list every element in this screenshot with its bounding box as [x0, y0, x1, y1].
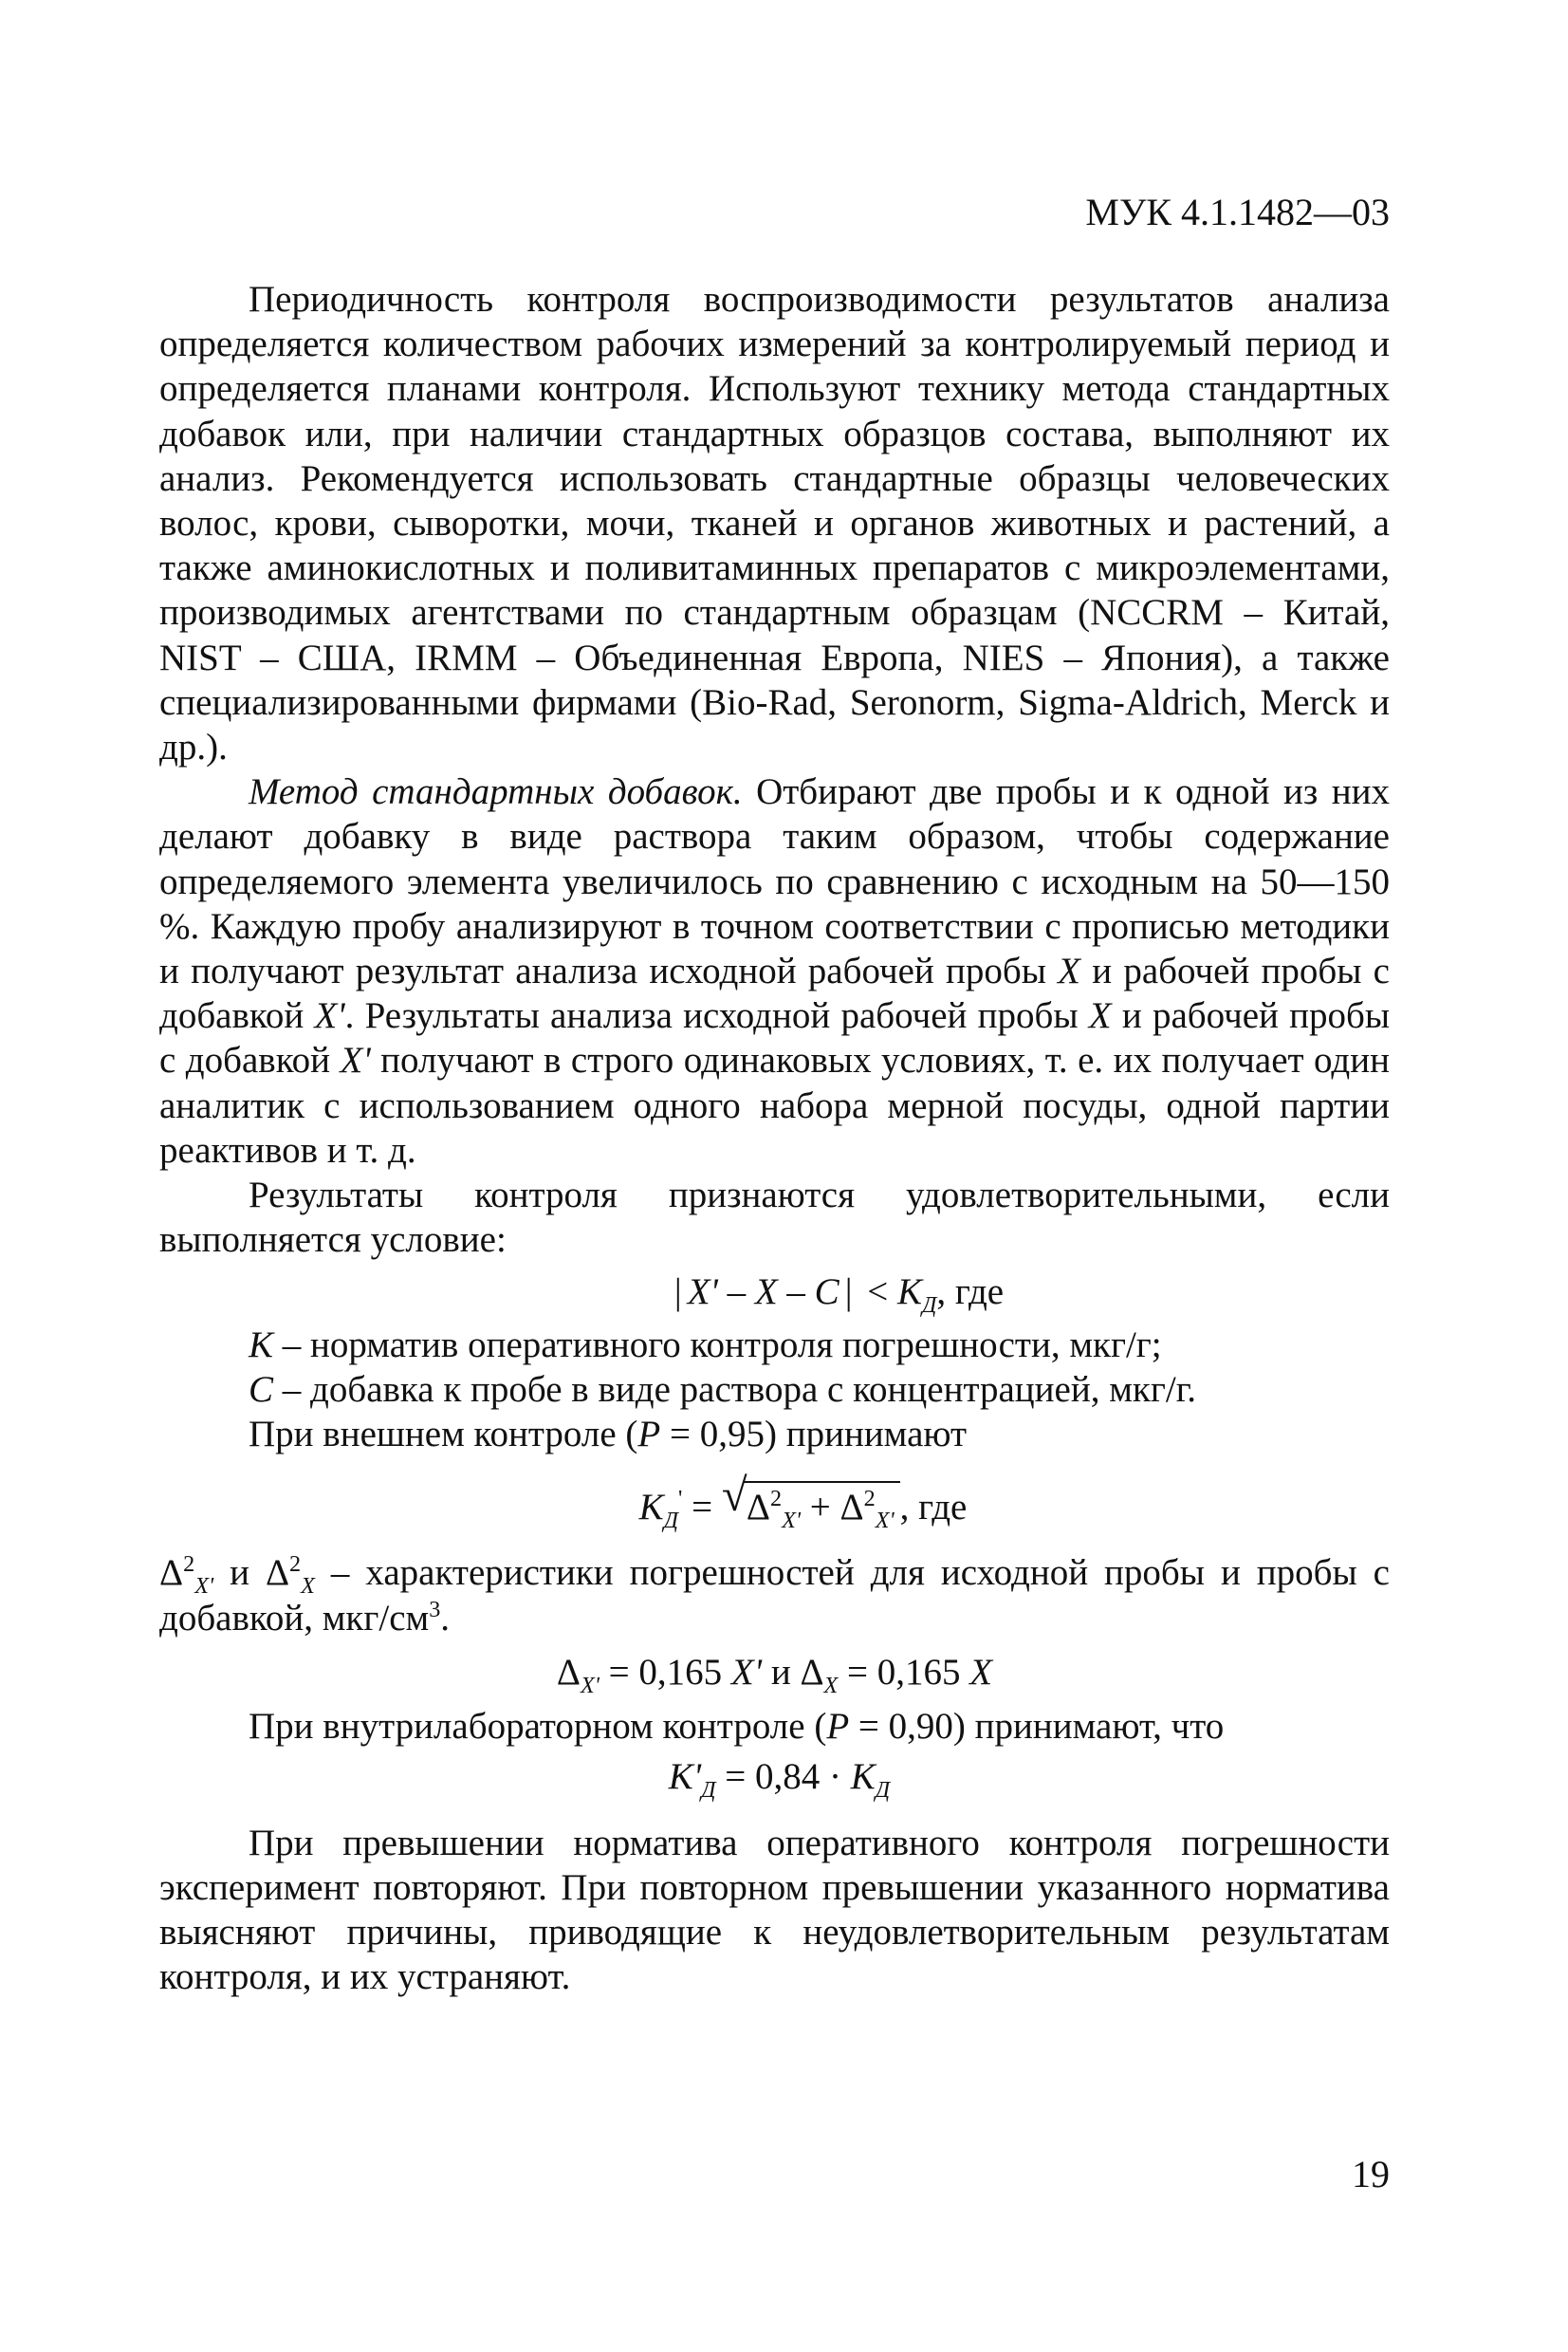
definition-c: [159, 1367, 1390, 1412]
delta-symbol: Δ: [800, 1651, 824, 1693]
formula-eq: =: [682, 1487, 722, 1528]
formula-text: и: [762, 1651, 801, 1693]
formula-subscript: X: [823, 1672, 839, 1698]
delta-symbol: Δ: [839, 1487, 864, 1528]
abs-bar: |: [844, 1271, 853, 1313]
formula-tail: , где: [899, 1487, 968, 1528]
formula-symbol: K': [668, 1756, 702, 1798]
text-span: При внешнем контроле (: [249, 1414, 638, 1455]
text-span: – добавка к пробе в виде раствора с концентрацией, мкг/г.: [273, 1368, 1197, 1410]
paragraph-standard-additions: [159, 769, 1390, 1173]
text-span: Отбирают две пробы и к одной из них делают добавку в виде раствора таким образом, чтобы содержание определяемого элемента увеличилось по сравнению с исходным на 50—150 %. Каждую пробу анализируют в точном соответствии с прописью методики и получают результат анализа исходной рабочей пробы: [159, 771, 1390, 992]
text-span: и: [213, 1552, 266, 1594]
paragraph-condition-intro: Результаты контроля признаются удовлетворительными, если выполняется условие:: [159, 1175, 1390, 1261]
formula-symbol: K: [897, 1271, 923, 1313]
formula-symbol: K: [850, 1756, 876, 1798]
subscript: X: [301, 1573, 315, 1600]
formula-kd: [159, 1477, 1390, 1534]
paragraph-internal-control: [159, 1704, 1390, 1749]
paragraph-repeat-experiment: При превышении норматива оперативного контроля погрешности эксперимент повторяют. При повторном превышении указанного норматива выясняют причины, приводящие к неудовлетворительным результатам контроля, и их устраняют.: [159, 1822, 1390, 1998]
text-span: и рабочей пробы с добавкой: [159, 995, 1391, 1082]
text-span: = 0,90) принимают, что: [849, 1706, 1225, 1748]
formula-superscript: 2: [769, 1486, 783, 1512]
formula-prime: ': [678, 1486, 683, 1512]
formula-expr: X' – X – C: [687, 1271, 839, 1313]
formula-plus: +: [801, 1487, 840, 1528]
superscript: 3: [429, 1596, 441, 1622]
sqrt-sign: [722, 1477, 900, 1534]
text-span: – характеристики погрешностей для исходной пробы и пробы с добавкой, мкг/см: [159, 1552, 1390, 1639]
formula-text: = 0,84 ·: [715, 1756, 851, 1798]
superscript: 2: [183, 1551, 195, 1578]
text-span: . Результаты анализа исходной рабочей пробы: [344, 995, 1089, 1037]
variable: X: [1088, 995, 1112, 1037]
text-span: и рабочей пробы с добавкой: [159, 951, 1390, 1037]
delta-symbol: Δ: [159, 1552, 184, 1594]
abs-bar: |: [673, 1271, 682, 1313]
document-code: МУК 4.1.1482—03: [1085, 191, 1390, 233]
formula-deltas: [159, 1650, 1390, 1698]
subscript: X': [194, 1573, 214, 1600]
formula-subscript: X': [580, 1672, 600, 1698]
formula-subscript: X': [875, 1508, 895, 1534]
delta-symbol: Δ: [556, 1651, 581, 1693]
delta-symbol: Δ: [265, 1552, 290, 1594]
delta-symbol: Δ: [746, 1487, 770, 1528]
superscript: 2: [289, 1551, 302, 1578]
document-body: [159, 277, 1390, 1999]
method-heading: Метод стандартных добавок.: [249, 771, 743, 813]
paragraph-reproducibility: Периодичность контроля воспроизводимости результатов анализа определяется количеством рабочих измерений за контролируемый период и определяется планами контроля. Используют технику метода стандартных добавок или, при наличии стандартных образцов состава, выполняют их анализ. Рекомендуется использовать стандартные образцы человеческих волос, крови, сыворотки, мочи, тканей и органов животных и растений, а также аминокислотных и поливитаминных препаратов с микроэлементами, производимых агентствами по стандартным образцам (NCCRM – Китай, NIST – США, IRMM – Объединенная Европа, NIES – Япония), а также специализированными фирмами (Bio-Rad, Seronorm, Sigma-Aldrich, Merck и др.).: [159, 279, 1390, 769]
formula-subscript: Д: [922, 1292, 937, 1319]
symbol: K: [249, 1324, 274, 1365]
formula-subscript: Д: [875, 1777, 891, 1804]
symbol: P: [637, 1414, 661, 1455]
text-span: = 0,95) принимают: [660, 1414, 968, 1455]
formula-variable: X': [730, 1651, 763, 1693]
text-span: получают в строго одинаковых условиях, т. е. их получает один аналитик с использованием одного набора мерной посуды, одной партии реактивов и т. д.: [159, 1040, 1390, 1171]
definition-k: [159, 1323, 1390, 1367]
symbol: P: [826, 1706, 850, 1748]
formula-kd-intra: [159, 1754, 1390, 1804]
page-number: 19: [1352, 2153, 1390, 2195]
formula-subscript: X': [782, 1508, 802, 1534]
paragraph-error-characteristics: [159, 1550, 1390, 1639]
formula-tail: , где: [936, 1271, 1005, 1313]
variable: X: [1058, 951, 1080, 992]
variable: X': [314, 995, 345, 1037]
formula-text: = 0,165: [838, 1651, 970, 1693]
formula-text: = 0,165: [599, 1651, 731, 1693]
symbol: C: [249, 1368, 274, 1410]
text-span: – норматив оперативного контроля погрешности, мкг/г;: [273, 1324, 1162, 1365]
radicand: [743, 1481, 900, 1534]
paragraph-external-control: [159, 1412, 1390, 1456]
formula-subscript: Д: [701, 1777, 716, 1804]
variable: X': [340, 1040, 371, 1082]
text-span: При внутрилабораторном контроле (: [249, 1706, 827, 1748]
formula-variable: X: [969, 1651, 993, 1693]
formula-condition: | X' – X – C | < $K_Д$, где: [159, 1269, 1390, 1314]
formula-superscript: 2: [863, 1486, 876, 1512]
formula-symbol: K: [638, 1487, 664, 1528]
text-span: .: [440, 1597, 451, 1639]
formula-subscript: Д: [663, 1508, 679, 1534]
